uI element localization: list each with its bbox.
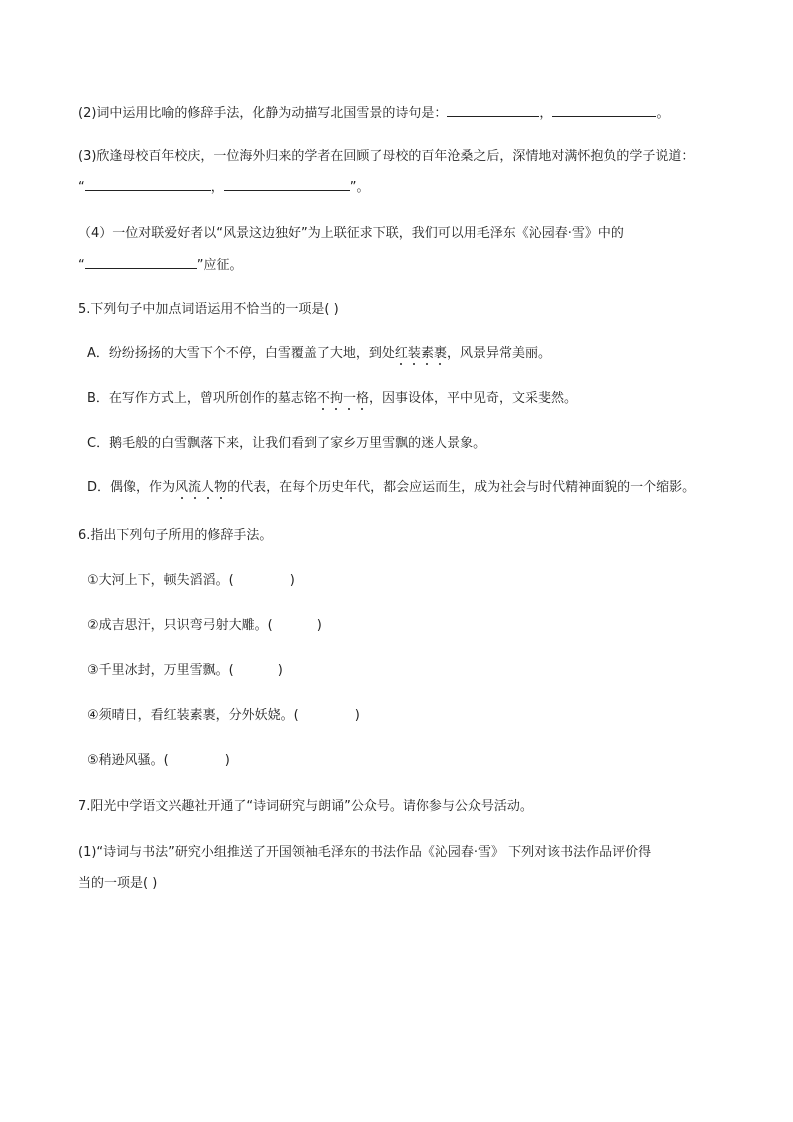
option-d-text-end: 的代表，在每个历史年代，都会应运而生，成为社会与时代精神面貌的一个缩影。: [227, 480, 696, 495]
q4-2-line: [78, 104, 669, 123]
q5-stem: 5.下列句子中加点词语运用不恰当的一项是( ): [78, 302, 339, 317]
q7-stem: 7.阳光中学语文兴趣社开通了“诗词研究与朗诵”公众号。请你参与公众号活动。: [78, 799, 533, 814]
q4-2-prefix: (2)词中运用比喻的修辞手法，化静为动描写北国雪景的诗句是：: [78, 106, 448, 121]
dotted-char: 一: [342, 391, 356, 406]
q5-option-a[interactable]: [87, 345, 551, 363]
dotted-char: 红: [394, 346, 408, 361]
close-paren: ): [277, 663, 283, 678]
q4-4-line2: [78, 256, 243, 275]
q6-stem: 6.指出下列句子所用的修辞手法。: [78, 528, 273, 543]
q6-item-text: ⑤稍逊风骚。(: [87, 753, 169, 768]
answer-blank[interactable]: [85, 178, 211, 191]
dotted-char: 拘: [329, 391, 343, 406]
q6-item-text: ④须晴日，看红装素裹，分外妖娆。(: [87, 708, 299, 723]
dotted-char: 风: [175, 480, 189, 495]
dotted-char: 物: [214, 480, 228, 495]
close-paren: ): [289, 573, 295, 588]
close-paren: ): [354, 708, 360, 723]
period: 。: [656, 106, 670, 121]
dotted-char: 格: [355, 391, 369, 406]
close-paren: ): [316, 618, 322, 633]
close-paren: ): [224, 753, 230, 768]
option-a-text-end: ，风景异常美丽。: [446, 346, 551, 361]
q7-part1-line2: 当的一项是( ): [78, 876, 158, 891]
option-a-text: A．纷纷扬扬的大雪下个不停，白雪覆盖了大地，到处: [87, 346, 395, 361]
q6-item-2: [87, 617, 322, 635]
option-d-text: D．偶像，作为: [87, 480, 176, 495]
dotted-char: 不: [316, 391, 330, 406]
answer-blank[interactable]: [552, 104, 656, 117]
close-quote: ”。: [349, 180, 370, 195]
q4-3-line1: (3)欣逢母校百年校庆，一位海外归来的学者在回顾了母校的百年沧桑之后，深情地对满怀抱负的学子说道：: [78, 149, 695, 164]
separator: ，: [539, 106, 553, 121]
option-b-text-end: ，因事设体，平中见奇，文采斐然。: [368, 391, 577, 406]
dotted-char: 人: [201, 480, 215, 495]
q6-item-4: [87, 707, 360, 725]
open-quote: “: [78, 180, 85, 195]
q4-4-line1: （4）一位对联爱好者以“风景这边独好”为上联征求下联，我们可以用毛泽东《沁园春·雪》中的: [78, 226, 624, 241]
q6-item-text: ①大河上下，顿失滔滔。(: [87, 573, 234, 588]
q7-part1-line1: (1)“诗词与书法”研究小组推送了开国领袖毛泽东的书法作品《沁园春·雪》 下列对该书法作品评价得: [78, 845, 652, 860]
separator: ，: [210, 180, 224, 195]
dotted-char: 素: [420, 346, 434, 361]
open-quote: “: [78, 258, 85, 273]
q4-3-line2: [78, 178, 370, 197]
q6-item-text: ③千里冰封，万里雪飘。(: [87, 663, 234, 678]
q6-item-text: ②成吉思汗，只识弯弓射大雕。(: [87, 618, 273, 633]
dotted-char: 裹: [433, 346, 447, 361]
option-b-text: B．在写作方式上，曾巩所创作的墓志铭: [87, 391, 317, 406]
dotted-char: 装: [407, 346, 421, 361]
q6-item-3: [87, 662, 283, 680]
q6-item-5: [87, 752, 230, 770]
q6-item-1: [87, 572, 295, 590]
dotted-char: 流: [188, 480, 202, 495]
q5-option-c[interactable]: C．鹅毛般的白雪飘落下来，让我们看到了家乡万里雪飘的迷人景象。: [87, 436, 487, 451]
answer-blank[interactable]: [447, 104, 539, 117]
answer-blank[interactable]: [224, 178, 350, 191]
q5-option-b[interactable]: [87, 390, 577, 408]
q5-option-d[interactable]: [87, 479, 695, 497]
answer-blank[interactable]: [85, 256, 197, 269]
close-quote: ”应征。: [196, 258, 243, 273]
